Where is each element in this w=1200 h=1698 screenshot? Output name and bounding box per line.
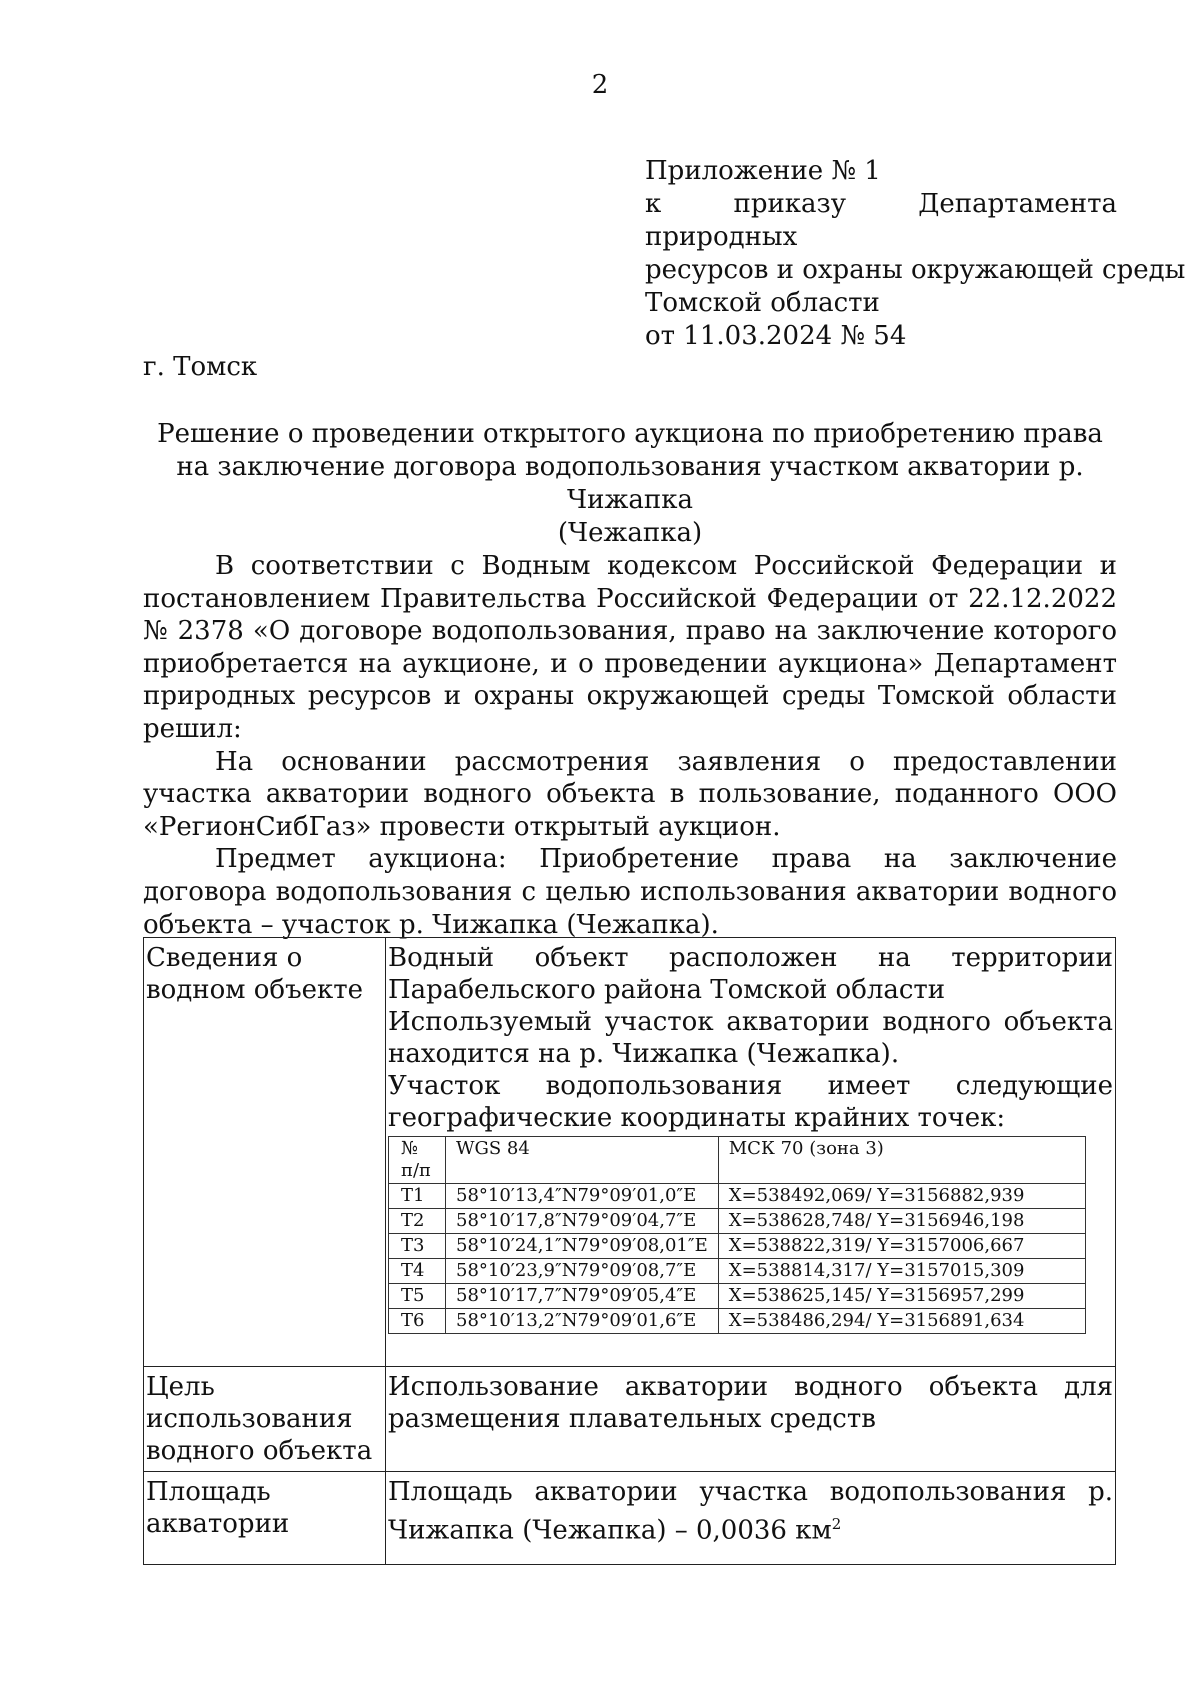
coordinates-table	[388, 1136, 1086, 1334]
table-row	[389, 1234, 1086, 1259]
coords-msk: X=538628,748/ Y=3156946,198	[718, 1209, 1085, 1234]
title-line-1: Решение о проведении открытого аукциона по приобретению права	[157, 419, 1103, 449]
coords-spacer	[388, 1334, 1113, 1362]
area-unit-superscript: 2	[831, 1515, 842, 1533]
area-text: Площадь акватории участка водопользования р. Чижапка (Чежапка) – 0,0036 км	[388, 1477, 1113, 1546]
row-content-purpose: Использование акватории водного объекта для размещения плавательных средств	[386, 1367, 1116, 1472]
table-row	[389, 1259, 1086, 1284]
table-row	[389, 1309, 1086, 1334]
coords-num: Т1	[389, 1184, 446, 1209]
coords-wgs: 58°10′17,8″N79°09′04,7″E	[446, 1209, 719, 1234]
coords-msk: X=538492,069/ Y=3156882,939	[718, 1184, 1085, 1209]
coords-num: Т3	[389, 1234, 446, 1259]
row-label-water-object: Сведения о водном объекте	[144, 938, 386, 1367]
coords-wgs: 58°10′13,4″N79°09′01,0″E	[446, 1184, 719, 1209]
row-label-purpose: Цель использования водного объекта	[144, 1367, 386, 1472]
row-content-area	[386, 1472, 1116, 1565]
coords-num: Т6	[389, 1309, 446, 1334]
document-title	[143, 418, 1117, 550]
coords-header-num: № п/п	[389, 1137, 446, 1184]
appendix-line-2: к приказу Департамента природных	[645, 189, 1117, 252]
coords-wgs: 58°10′17,7″N79°09′05,4″E	[446, 1284, 719, 1309]
paragraph-legal-basis: В соответствии с Водным кодексом Российской Федерации и постановлением Правительства Российской Федерации от 22.12.2022 № 2378 «О договоре водопользования, право на заключение которого приобретается на аукционе, и о проведении аукциона» Департамент природных ресурсов и охраны окружающей среды Томской области решил:	[143, 551, 1117, 744]
water-object-coords-intro: Участок водопользования имеет следующие географические координаты крайних точек:	[388, 1071, 1113, 1133]
title-line-3: (Чежапка)	[557, 518, 703, 548]
water-object-section: Используемый участок акватории водного объекта находится на р. Чижапка (Чежапка).	[388, 1007, 1113, 1069]
table-row	[389, 1209, 1086, 1234]
coords-wgs: 58°10′23,9″N79°09′08,7″E	[446, 1259, 719, 1284]
row-label-area: Площадь акватории	[144, 1472, 386, 1565]
appendix-line-5: от 11.03.2024 № 54	[645, 321, 907, 351]
city: г. Томск	[143, 352, 258, 382]
coords-msk: X=538814,317/ Y=3157015,309	[718, 1259, 1085, 1284]
appendix-line-3: ресурсов и охраны окружающей среды	[645, 255, 1186, 285]
appendix-line-4: Томской области	[645, 288, 880, 318]
appendix-line-1: Приложение № 1	[645, 156, 881, 186]
page-number: 2	[591, 70, 609, 100]
coordinates-header	[389, 1137, 1086, 1184]
coords-num: Т4	[389, 1259, 446, 1284]
coords-msk: X=538486,294/ Y=3156891,634	[718, 1309, 1085, 1334]
paragraph-application: На основании рассмотрения заявления о предоставлении участка акватории водного объекта в пользование, поданного ООО «РегионСибГаз» провести открытый аукцион.	[143, 746, 1117, 842]
water-object-location: Водный объект расположен на территории Парабельского района Томской области	[388, 943, 1113, 1005]
document-body	[143, 550, 1117, 941]
coords-wgs: 58°10′13,2″N79°09′01,6″E	[446, 1309, 719, 1334]
coords-msk: X=538625,145/ Y=3156957,299	[718, 1284, 1085, 1309]
coords-num: Т5	[389, 1284, 446, 1309]
water-object-table	[143, 937, 1116, 1565]
title-line-2: на заключение договора водопользования участком акватории р. Чижапка	[176, 452, 1084, 515]
row-content-water-object	[386, 938, 1116, 1367]
coords-header-wgs: WGS 84	[446, 1137, 719, 1184]
table-row	[389, 1284, 1086, 1309]
table-row	[144, 938, 1116, 1367]
table-row	[144, 1472, 1116, 1565]
coords-num: Т2	[389, 1209, 446, 1234]
coords-wgs: 58°10′24,1″N79°09′08,01″E	[446, 1234, 719, 1259]
appendix-block	[645, 155, 1186, 353]
table-row	[389, 1184, 1086, 1209]
coords-header-msk: МСК 70 (зона 3)	[718, 1137, 1085, 1184]
coords-msk: X=538822,319/ Y=3157006,667	[718, 1234, 1085, 1259]
paragraph-subject: Предмет аукциона: Приобретение права на заключение договора водопользования с целью использования акватории водного объекта – участок р. Чижапка (Чежапка).	[143, 844, 1117, 940]
table-row	[144, 1367, 1116, 1472]
